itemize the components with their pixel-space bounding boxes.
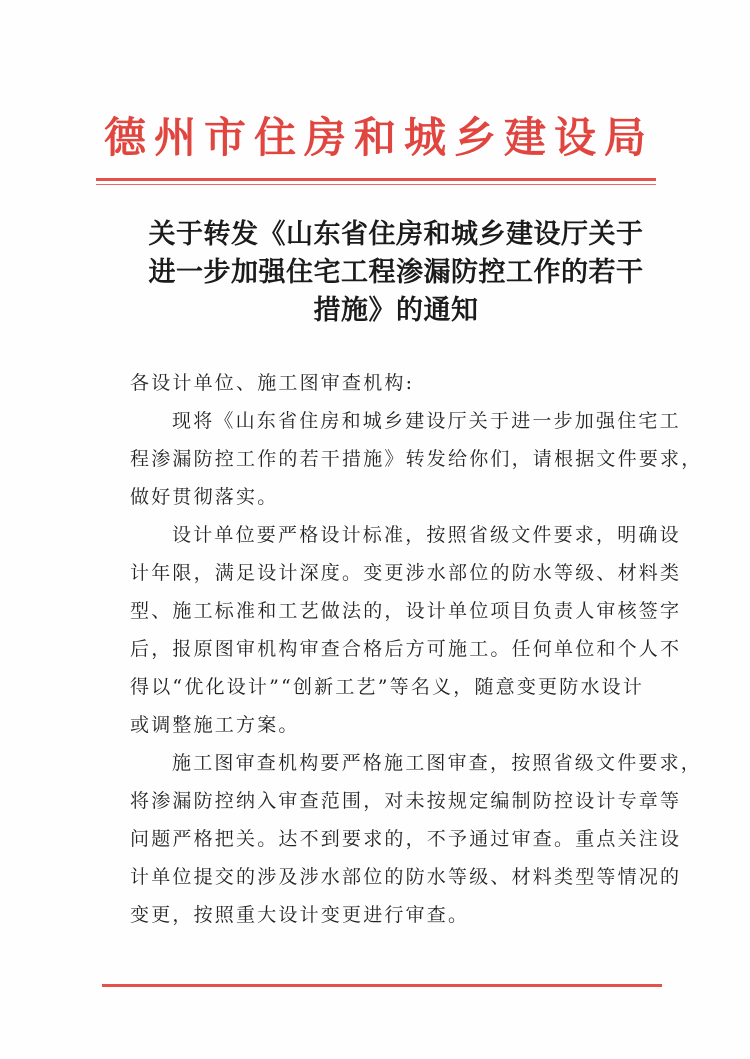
document-title [140, 216, 652, 330]
paragraph-line: 做好贯彻落实。 [130, 486, 279, 508]
org-char: 市 [203, 113, 246, 162]
paragraph-line: 施工图审查机构要严格施工图审查，按照省级文件要求， [172, 752, 703, 774]
paragraph-line: 问题严格把关。达不到要求的，不予通过审查。重点关注设 [130, 828, 682, 850]
org-char: 乡 [453, 113, 496, 162]
paragraph-line: 设计单位要严格设计标准，按照省级文件要求，明确设 [172, 524, 681, 546]
paragraph-line: 变更，按照重大设计变更进行审查。 [130, 904, 470, 926]
paragraph-line: 计年限，满足设计深度。变更涉水部位的防水等级、材料类 [130, 562, 682, 584]
org-char: 局 [603, 113, 646, 162]
paragraph-line: 计单位提交的涉及涉水部位的防水等级、材料类型等情况的 [130, 866, 682, 888]
org-char: 住 [253, 113, 296, 162]
title-line: 进一步加强住宅工程渗漏防控工作的若干 [148, 257, 644, 288]
document-body [130, 364, 703, 934]
org-char: 城 [403, 113, 446, 162]
org-char: 建 [503, 113, 546, 162]
header-divider-thin [96, 184, 656, 185]
paragraph-line: 将渗漏防控纳入审查范围，对未按规定编制防控设计专章等 [130, 790, 682, 812]
title-line: 措施》的通知 [313, 295, 479, 326]
paragraph-line: 或调整施工方案。 [130, 714, 300, 736]
org-char: 设 [553, 113, 596, 162]
footer-divider [102, 984, 662, 987]
paragraph-line: 得以“优化设计”“创新工艺”等名义，随意变更防水设计 [130, 676, 645, 698]
salutation: 各设计单位、施工图审查机构: [130, 372, 415, 394]
paragraph-line: 型、施工标准和工艺做法的，设计单位项目负责人审核签字 [130, 600, 682, 622]
org-char: 房 [303, 113, 346, 162]
org-char: 和 [353, 113, 396, 162]
paragraph-line: 程渗漏防控工作的若干措施》转发给你们，请根据文件要求， [130, 448, 703, 470]
paragraph-line: 后，报原图审机构审查合格后方可施工。任何单位和个人不 [130, 638, 682, 660]
title-line: 关于转发《山东省住房和城乡建设厅关于 [148, 219, 644, 250]
org-char: 州 [153, 113, 196, 162]
organization-header [100, 112, 650, 164]
header-divider-thick [96, 178, 656, 181]
org-char: 德 [103, 113, 146, 162]
paragraph-line: 现将《山东省住房和城乡建设厅关于进一步加强住宅工 [172, 410, 681, 432]
